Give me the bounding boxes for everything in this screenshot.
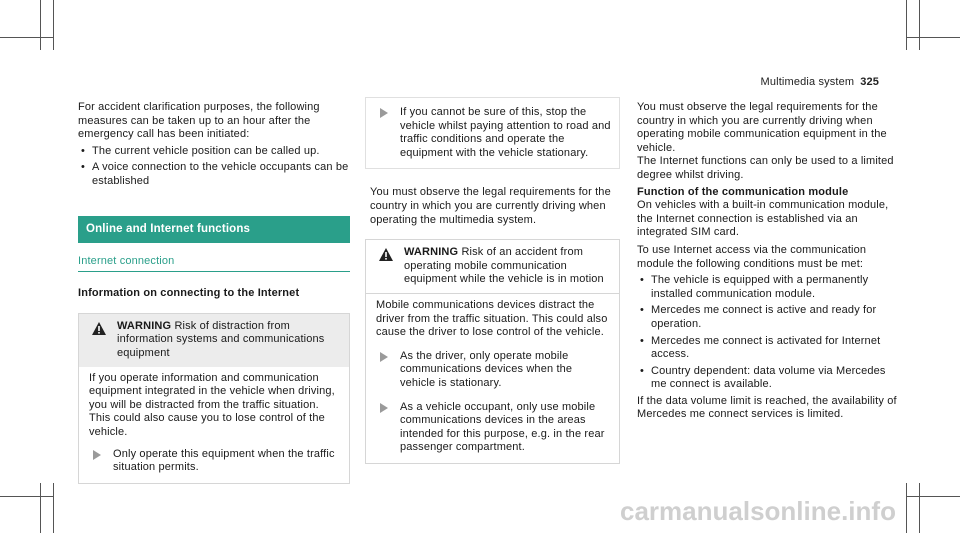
paragraph: On vehicles with a built-in communication module, the Internet connection is established via an integrated SIM card. — [637, 199, 889, 239]
crop-mark — [906, 496, 960, 497]
list-item: • Mercedes me connect is activated for Internet access. — [637, 335, 899, 362]
crop-mark — [53, 483, 54, 533]
list-item: • Country dependent: data volume via Mercedes me connect is available. — [637, 365, 899, 392]
warning-label: WARNING — [404, 246, 459, 259]
note-text: As a vehicle occupant, only use mobile communications devices in the areas intended for this purpose, e.g. in the rear passenger compartment. — [400, 400, 605, 454]
page-number: 325 — [860, 76, 879, 88]
crop-mark — [40, 0, 41, 50]
crop-mark — [53, 0, 54, 50]
note-text: Only operate this equipment when the traffic situation permits. — [113, 447, 335, 474]
intro-paragraph: For accident clarification purposes, the following measures can be taken up to an hour after the emergency call has been initiated: — [78, 101, 320, 141]
column-1 — [78, 101, 350, 484]
warning-body-text: Mobile communications devices distract the driver from the traffic situation. This could also cause the driver to lose control of the vehicle. — [376, 298, 608, 339]
note-text: As the driver, only operate mobile communications devices when the vehicle is stationary. — [400, 349, 573, 389]
arrow-icon — [93, 450, 101, 460]
paragraph: The Internet functions can only be used to a limited degree whilst driving. — [637, 155, 894, 181]
note-text: If you cannot be sure of this, stop the vehicle whilst paying attention to road and traffic conditions and operate the equipment with the vehicle stationary. — [400, 106, 611, 159]
section-title-bar: Online and Internet functions — [78, 216, 350, 243]
list-item: • Mercedes me connect is active and ready for operation. — [637, 304, 899, 331]
paragraph: You must observe the legal requirements for the country in which you are currently driving when operating the multimedia system. — [370, 186, 611, 226]
crop-mark — [0, 496, 53, 497]
section-name: Multimedia system — [760, 76, 855, 88]
list-item: • The vehicle is equipped with a permanently installed communication module. — [637, 274, 899, 301]
warning-triangle-icon — [92, 322, 106, 335]
warning-head-text: Risk of distraction from information systems and communications equipment — [117, 319, 325, 359]
bullet-list — [78, 145, 350, 189]
warning-box — [78, 313, 350, 484]
warning-body — [79, 367, 349, 483]
heading: Information on connecting to the Internet — [78, 287, 300, 300]
paragraph: You must observe the legal requirements for the country in which you are currently driving when operating mobile communication equipment in the vehicle. — [637, 101, 887, 154]
crop-mark — [906, 37, 960, 38]
arrow-icon — [380, 352, 388, 362]
note-box — [365, 97, 620, 169]
note-item — [376, 401, 609, 455]
warning-label: WARNING — [117, 319, 172, 332]
subsection-title: Internet connection — [78, 252, 350, 273]
warning-box — [365, 239, 620, 464]
bullet-list — [637, 274, 899, 392]
arrow-icon — [380, 108, 388, 118]
warning-head-text: Risk of an accident from operating mobile communication equipment while the vehicle is in motion — [404, 246, 604, 286]
list-item: • A voice connection to the vehicle occupants can be established — [78, 161, 350, 188]
warning-body — [366, 293, 619, 463]
paragraph: If the data volume limit is reached, the availability of Mercedes me connect services is limited. — [637, 394, 897, 421]
page-header — [761, 76, 879, 90]
warning-header — [79, 314, 349, 367]
note-item — [376, 350, 609, 391]
crop-mark — [906, 483, 907, 533]
warning-header — [366, 240, 619, 293]
crop-mark — [906, 0, 907, 50]
column-2 — [365, 97, 620, 464]
crop-mark — [0, 37, 53, 38]
warning-triangle-icon — [379, 248, 393, 261]
paragraph: To use Internet access via the communication module the following conditions must be met: — [637, 243, 867, 270]
crop-mark — [40, 483, 41, 533]
heading: Function of the communication module — [637, 185, 849, 198]
crop-mark — [919, 0, 920, 50]
arrow-icon — [380, 403, 388, 413]
watermark: carmanualsonline.info — [620, 496, 896, 526]
note-item — [89, 448, 339, 475]
column-3 — [637, 101, 899, 422]
warning-body-text: If you operate information and communication equipment integrated in the vehicle when driving, you will be distracted from the traffic situation. This could also cause you to lose control of the vehicle. — [89, 371, 335, 438]
list-item: • The current vehicle position can be called up. — [78, 145, 350, 159]
note-item — [376, 106, 611, 160]
crop-mark — [919, 483, 920, 533]
